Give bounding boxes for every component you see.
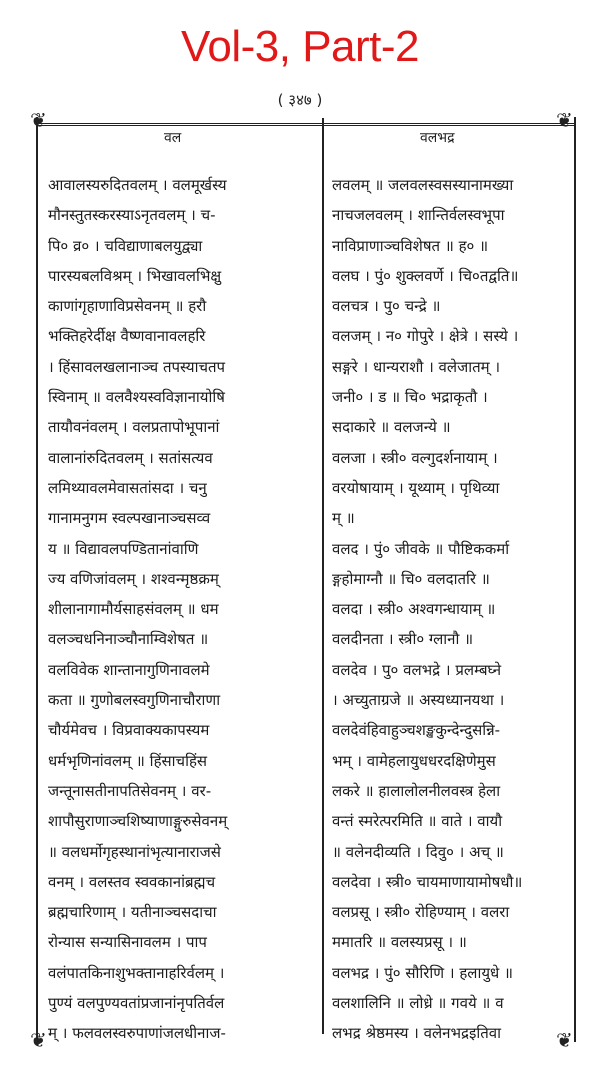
left-headword: वल	[164, 130, 182, 146]
text-line: नाचजलवलम् । शान्तिर्वलस्वभूपा	[332, 206, 505, 225]
text-line: वनम् । वलस्तव स्ववकानांब्रह्मच	[48, 872, 216, 891]
text-line: लभद्र श्रेष्ठमस्य । वलेनभद्रइतिवा	[332, 1024, 502, 1043]
text-line: म् ॥	[332, 509, 355, 528]
page-number: ( ३४७ )	[277, 91, 323, 109]
text-line: भक्तिहरेर्दीक्ष वैष्णवानावलहरि	[48, 327, 206, 346]
text-line: मौनस्तुतस्करस्याऽनृतवलम् । च-	[48, 206, 216, 225]
text-line: लवलम् ॥ जलवलस्वसस्यानामख्या	[332, 176, 514, 194]
text-line: य ॥ विद्यावलपण्डितानांवाणि	[48, 539, 199, 558]
text-line: आवालस्यरुदितवलम् । वलमूर्खस्य	[48, 176, 227, 194]
text-line: शापौसुराणाञ्चशिष्याणाङ्गुरुसेवनम्	[48, 812, 228, 831]
text-line: धर्मभृणिनांवलम् ॥ हिंसाचहिंस	[48, 751, 208, 770]
text-line: जन्तूनासतीनापतिसेवनम् । वर-	[48, 781, 212, 800]
text-line: ङ्गहोमाग्नौ ॥ चि० वलदातरि ॥	[332, 569, 490, 588]
text-line: वलशालिनि ॥ लोध्रे ॥ गवये ॥ व	[332, 994, 504, 1013]
text-line: वलजम् । न० गोपुरे । क्षेत्रे । सस्ये ।	[332, 327, 519, 346]
text-line: । हिंसावलखलानाञ्च तपस्याचतप	[48, 357, 226, 376]
text-line: वरयोषायाम् । यूथ्याम् । पृथिव्या	[332, 478, 500, 497]
left-column	[48, 170, 318, 1049]
text-line: वलचत्र । पु० चन्द्रे ॥	[332, 297, 441, 316]
text-line: कता ॥ गुणोबलस्वगुणिनाचौराणा	[48, 691, 221, 710]
text-line: नाविप्राणाञ्चविशेषत ॥ ह० ॥	[332, 236, 489, 255]
text-line: लकरे ॥ हालालोलनीलवस्त्र हेला	[332, 781, 501, 800]
text-line: पारस्यबलविश्रम् । भिखावलभिक्षु	[48, 266, 222, 285]
text-line: तायौवनंवलम् । वलप्रतापोभूपानां	[48, 418, 220, 437]
text-line: शीलानागामौर्यसाहसंवलम् ॥ धम	[48, 600, 219, 619]
text-line: ज्य वणिजांवलम् । शश्वन्मृष्ठक्रम्	[48, 569, 219, 588]
text-line: पुण्यं वलपुण्यवतांप्रजानांनृपतिर्वल	[48, 994, 225, 1013]
right-headword: वलभद्र	[420, 130, 455, 146]
text-line: वलभद्र । पुं० सौरिणि । हलायुधे ॥	[332, 963, 514, 982]
corner-ornament-icon: ❦	[556, 1028, 573, 1052]
text-line: सङ्गरे । धान्यराशौ । वलेजातम् ।	[332, 357, 501, 376]
text-line: भम् । वामेहलायुधधरदक्षिणेमुस	[332, 751, 496, 770]
text-line: लमिथ्यावलमेवासतांसदा । चनु	[48, 478, 207, 497]
text-line: स्विनाम् ॥ वलवैश्यस्वविज्ञानायोषि	[48, 388, 225, 407]
text-line: ॥ वलेनदीव्यति । दिवु० । अच् ॥	[332, 842, 504, 861]
text-line: वलदा । स्त्री० अश्वगन्धायाम् ॥	[332, 600, 496, 619]
text-line: वलघ । पुं० शुक्लवर्णे । चि०तद्वति॥	[332, 266, 519, 285]
text-line: म् । फलवलस्वरुपाणांजलधीनाज-	[48, 1024, 226, 1043]
text-line: काणांगृहाणाविप्रसेवनम् ॥ हरौ	[48, 297, 207, 316]
text-line: रोन्यास सन्यासिनावलम । पाप	[48, 933, 207, 952]
right-column	[332, 170, 568, 1049]
corner-ornament-icon: ❦	[30, 108, 47, 132]
text-line: वलंपातकिनाशुभक्तानाहरिर्वलम् ।	[48, 963, 225, 982]
text-line: वलजा । स्त्री० वल्गुदर्शनायाम् ।	[332, 448, 498, 467]
text-line: गानामनुगम स्वल्पखानाञ्चसव्व	[48, 509, 211, 528]
text-line: वालानांरुदितवलम् । सतांसत्यव	[48, 448, 213, 467]
text-line: वलप्रसू । स्त्री० रोहिण्याम् । वलरा	[332, 903, 510, 922]
text-line: ममातरि ॥ वलस्यप्रसू । ॥	[332, 933, 467, 952]
text-line: वलविवेक शान्तानागुणिनावलमे	[48, 660, 210, 679]
text-line: । अच्युताग्रजे ॥ अस्यध्यानयथा ।	[332, 691, 505, 710]
text-line: पि० व्र० । चविद्याणाबलयुद्व्या	[48, 236, 203, 255]
text-line: ॥ वलधर्मोगृहस्थानांभृत्यानाराजसे	[48, 842, 221, 861]
text-line: ब्रह्मचारिणाम् । यतीनाञ्चसदाचा	[48, 903, 217, 922]
text-line: वलदेवंहिवाहुञ्चशङ्खकुन्देन्दुसन्नि-	[332, 721, 501, 740]
text-line: वलञ्चधनिनाञ्चौनाम्विशेषत ॥	[48, 630, 209, 649]
corner-ornament-icon: ❦	[556, 108, 573, 132]
text-line: सदाकारे ॥ वलजन्ये ॥	[332, 418, 451, 437]
volume-title: Vol-3, Part-2	[180, 22, 420, 71]
text-line: वलद । पुं० जीवके ॥ पौष्टिककर्मा	[332, 539, 510, 558]
text-line: वलदेव । पु० वलभद्रे । प्रलम्बघ्ने	[332, 660, 502, 679]
text-line: चौर्यमेवच । विप्रवाक्यकापस्यम	[48, 721, 210, 740]
text-line: वलदीनता । स्त्री० ग्लानौ ॥	[332, 630, 474, 649]
text-line: वन्तं स्मरेत्परमिति ॥ वाते । वायौ	[332, 812, 503, 831]
top-rule	[38, 123, 574, 126]
text-line: जनी० । ड ॥ चि० भद्राकृतौ ।	[332, 388, 488, 407]
corner-ornament-icon: ❦	[30, 1028, 47, 1052]
column-divider	[322, 118, 324, 1034]
text-line: वलदेवा । स्त्री० चायमाणायामोषधौ॥	[332, 872, 523, 891]
